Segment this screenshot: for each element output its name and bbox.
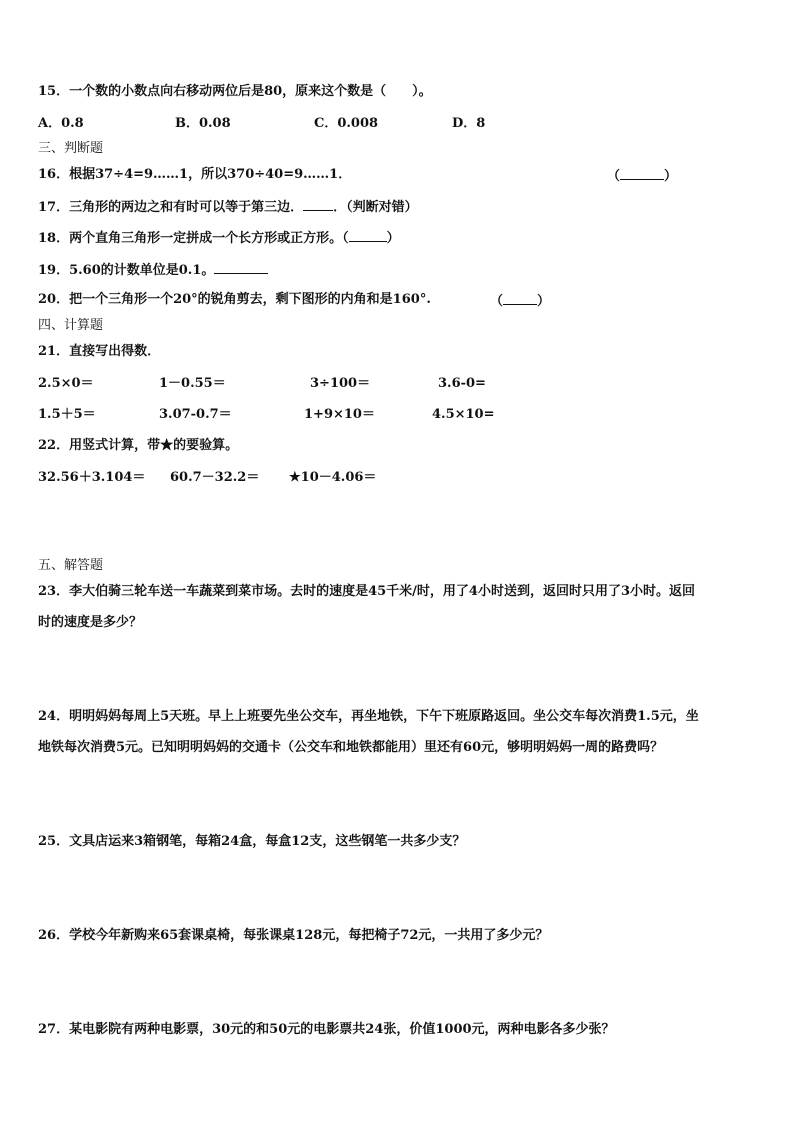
q15-option-c: C．0.008: [314, 116, 379, 131]
question-20-text: 20．把一个三角形一个20°的锐角剪去，剩下图形的内角和是160°.: [38, 292, 431, 307]
q15-option-d: D．8: [452, 116, 486, 131]
question-16-answer-paren: [607, 167, 677, 185]
vertical-calc-item: 60.7－32.2＝: [170, 470, 260, 485]
section-5-title: 五、解答题: [38, 558, 104, 573]
question-27-text: 27．某电影院有两种电影票，30元的和50元的电影票共24张，价值1000元，两种电影各多少张？: [38, 1022, 615, 1037]
calc-item: 2.5×0＝: [38, 376, 94, 391]
question-23-line-2: 时的速度是多少？: [38, 615, 143, 630]
question-25-text: 25．文具店运来3箱钢笔，每箱24盒，每盒12支，这些钢笔一共多少支？: [38, 834, 466, 849]
answer-blank[interactable]: [620, 167, 664, 180]
calc-item: 3÷100＝: [310, 376, 371, 391]
paren-open: （: [490, 294, 504, 309]
question-17-lead: 17．三角形的两边之和有时可以等于第三边．: [38, 200, 304, 215]
question-18-lead: 18．两个直角三角形一定拼成一个长方形或正方形。（: [38, 231, 349, 246]
question-26-text: 26．学校今年新购来65套课桌椅，每张课桌128元，每把椅子72元，一共用了多少元？: [38, 928, 549, 943]
answer-blank[interactable]: [503, 292, 537, 305]
section-4-title: 四、计算题: [38, 318, 104, 333]
q15-option-b: B．0.08: [175, 116, 231, 131]
calc-item: 1+9×10＝: [304, 407, 375, 422]
paren-close: ）: [537, 294, 551, 309]
question-21-stem: 21．直接写出得数．: [38, 344, 161, 359]
calc-item: 3.6-0=: [438, 376, 486, 391]
question-16-text: 16．根据37÷4=9……1，所以370÷40=9……1．: [38, 167, 352, 182]
calc-item: 1－0.55＝: [159, 376, 226, 391]
question-20-answer-paren: [490, 292, 550, 310]
section-3-title: 三、判断题: [38, 141, 104, 156]
vertical-calc-item: ★10－4.06＝: [289, 470, 377, 485]
calc-item: 4.5×10=: [432, 407, 495, 422]
question-18: [38, 229, 400, 247]
vertical-calc-item: 32.56＋3.104＝: [38, 470, 146, 485]
question-24-line-1: 24．明明妈妈每周上5天班。早上上班要先坐公交车，再坐地铁，下午下班原路返回。坐公交车每次消费1.5元，坐: [38, 709, 699, 724]
question-17: [38, 198, 418, 216]
calc-item: 3.07-0.7＝: [159, 407, 232, 422]
question-24-line-2: 地铁每次消费5元。已知明明妈妈的交通卡（公交车和地铁都能用）里还有60元，够明明妈妈一周的路费吗？: [38, 740, 664, 755]
question-19: [38, 261, 268, 279]
question-17-tail: ．（判断对错）: [333, 200, 418, 215]
calc-item: 1.5＋5＝: [38, 407, 96, 422]
question-18-tail: ）: [386, 231, 400, 246]
question-23-line-1: 23．李大伯骑三轮车送一车蔬菜到菜市场。去时的速度是45千米/时，用了4小时送到，返回时只用了3小时。返回: [38, 584, 696, 599]
paren-open: （: [607, 169, 621, 184]
question-15-stem: 15．一个数的小数点向右移动两位后是80，原来这个数是（ ）。: [38, 84, 432, 99]
answer-blank[interactable]: [303, 198, 333, 211]
question-22-stem: 22．用竖式计算，带★的要验算。: [38, 438, 239, 453]
paren-close: ）: [664, 169, 678, 184]
q15-option-a: A．0.8: [38, 116, 84, 131]
answer-blank[interactable]: [349, 229, 387, 242]
answer-blank[interactable]: [214, 261, 268, 274]
question-19-lead: 19．5.60的计数单位是0.1。: [38, 263, 215, 278]
